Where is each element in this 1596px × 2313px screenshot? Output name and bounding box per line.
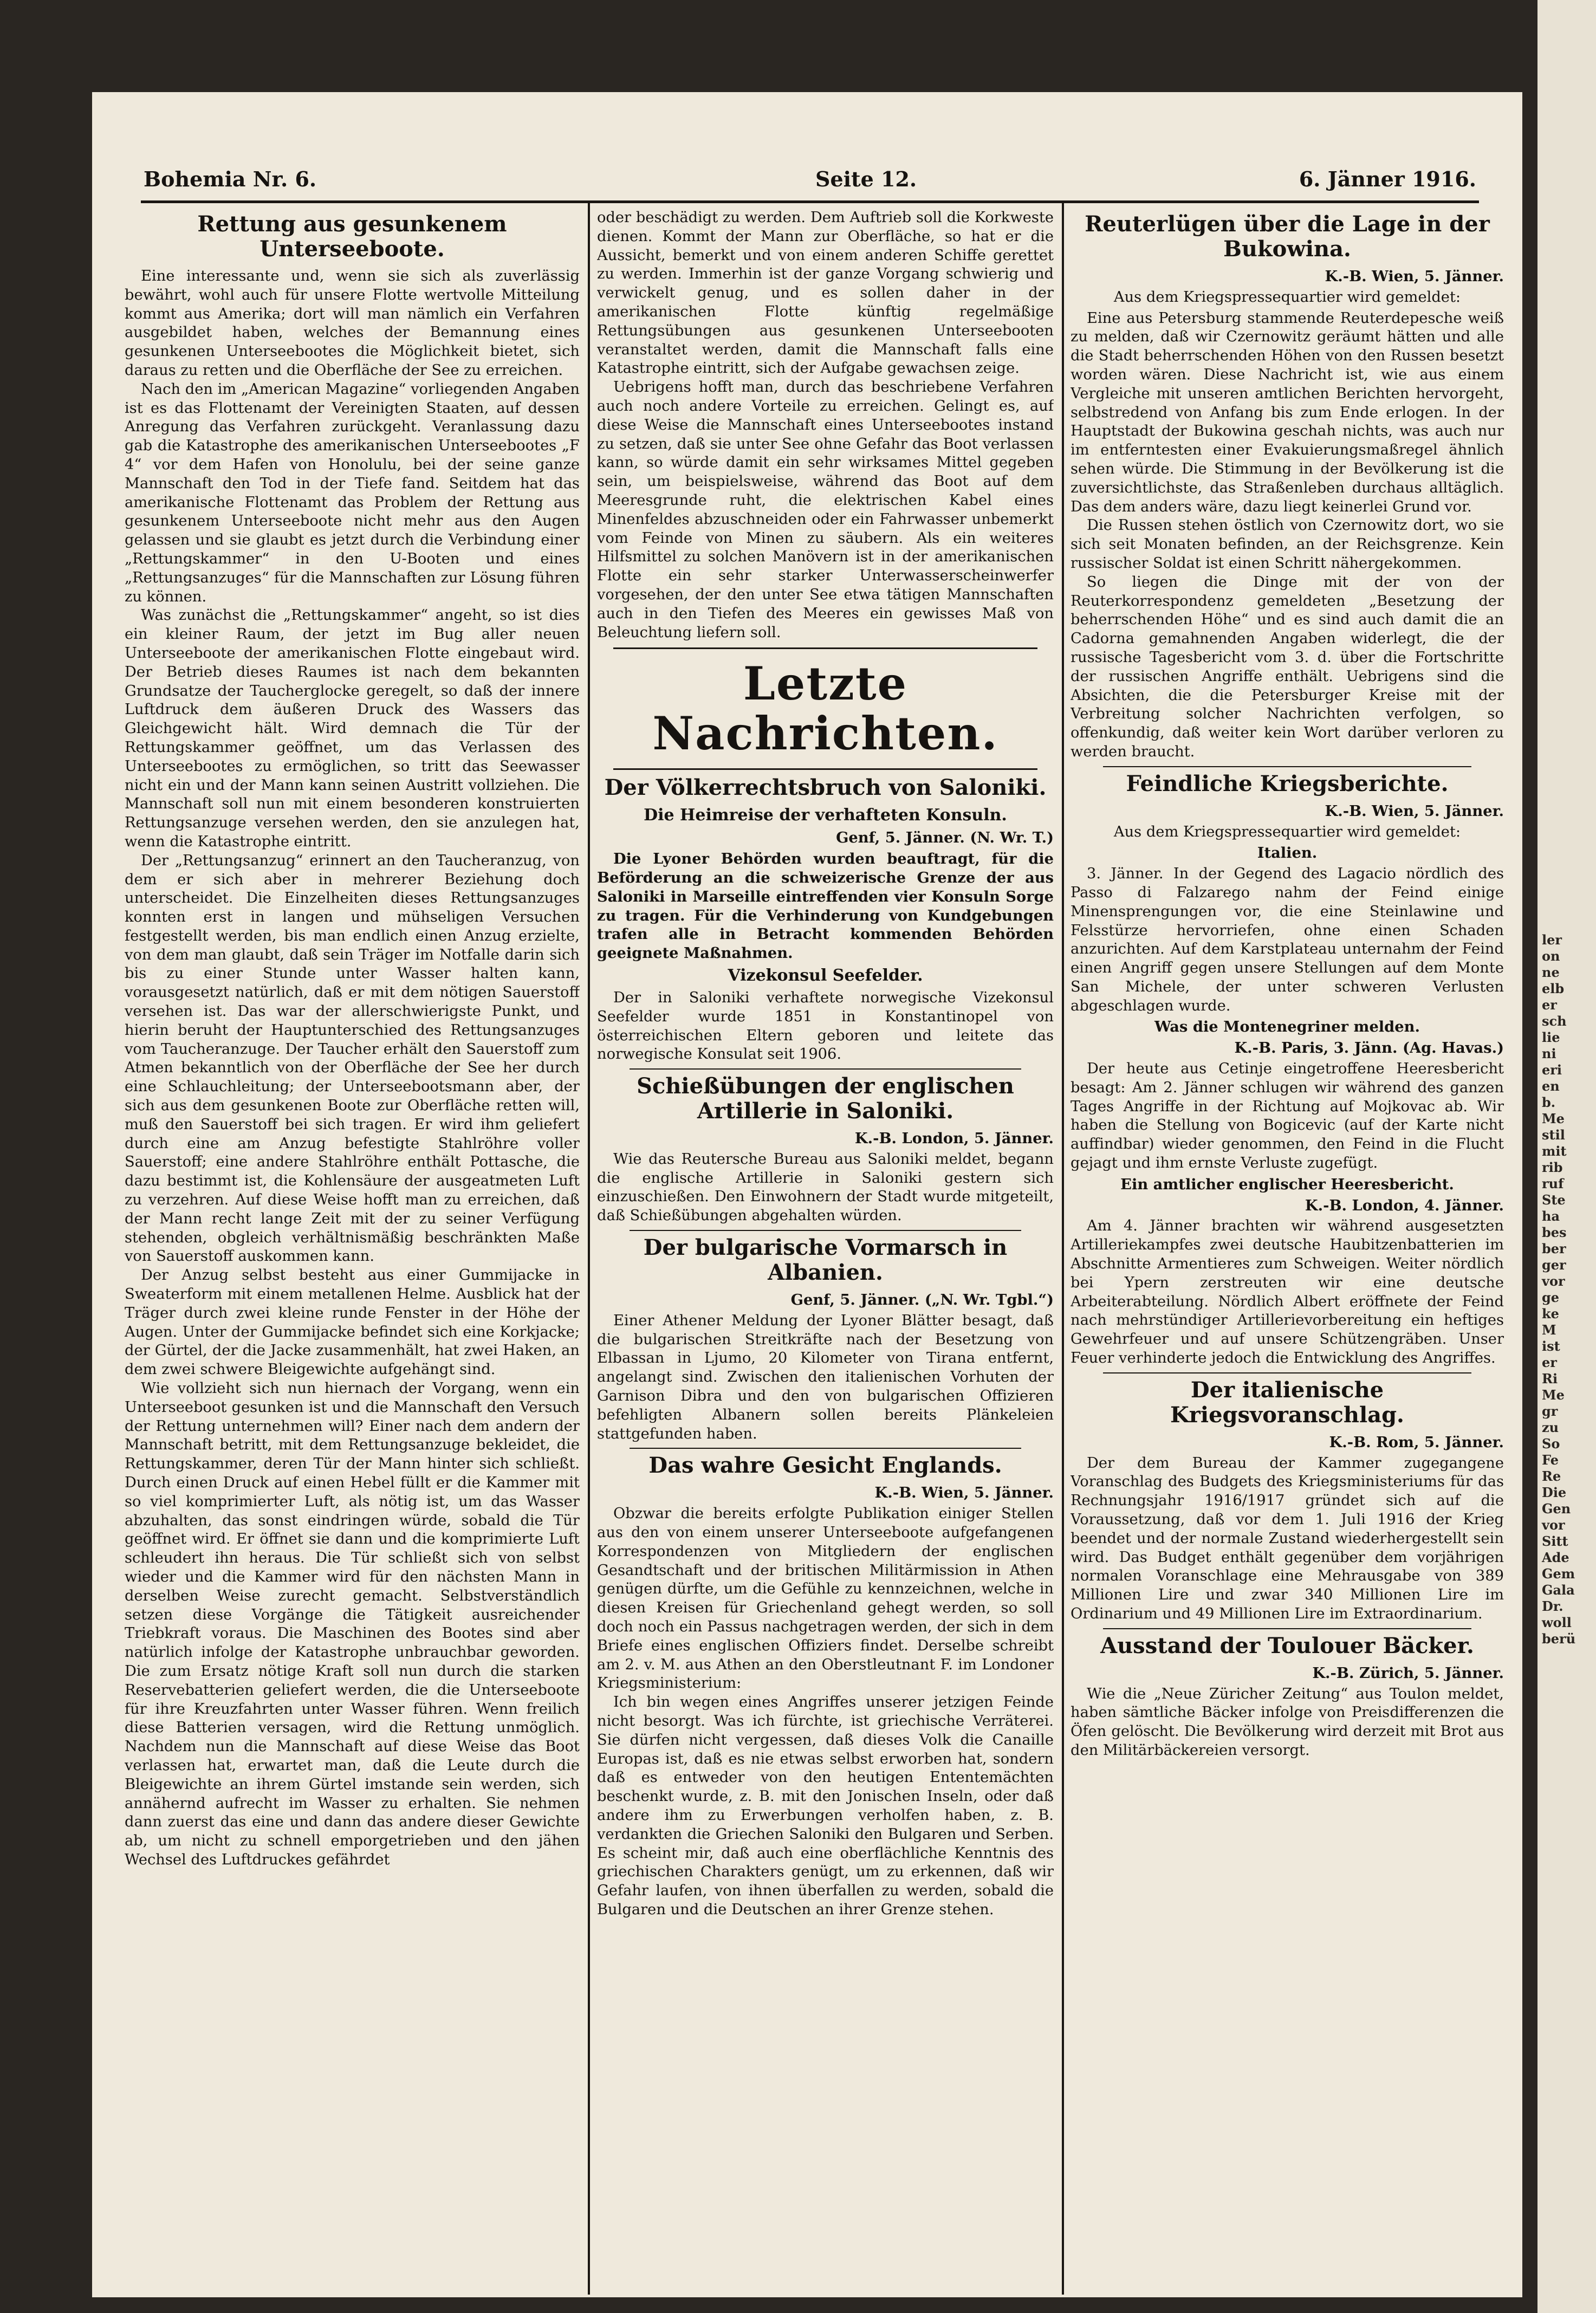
article-paragraph: Die Russen stehen östlich von Czernowitz dort, wo sie sich seit Monaten befinden, an der Reichsgrenze. Kein russischer Soldat ist einen Schritt nähergekommen. [1071,517,1504,572]
article-continuation: oder beschädigt zu werden. Dem Auftrieb soll die Korkweste dienen. Kommt der Mann zur Oberfläche, so hat er die Aussicht, bemerkt und von einem anderen Schiffe gerettet zu werden. Immerhin ist der ganze Vorgang schwierig und verwickelt genug, und es sollen daher in der amerikanischen Flotte künftig regelmäßige Rettungsübungen aus gesunkenen Unterseebooten veranstaltet werden, damit die Mannschaft falls eine Katastrophe eintritt, sich der Aufgabe gewachsen zeige. [597,209,1054,377]
edge-fragment: Me [1542,1111,1565,1126]
header-rule [141,200,1479,203]
article-paragraph: So liegen die Dinge mit der von der Reuterkorrespondenz gemeldeten „Besetzung der beherrschenden Höhe“ und es sind auch damit die an Cadorna gemahnenden Angaben widerlegt, die der russische Tagesbericht vom 3. d. über die Fortschritte der russischen Angriffe enthält. Uebrigens sind die Absichten, die die Petersburger Kreise mit der Verbreitung solcher Nachrichten verfolgen, so offenkundig, daß weiter kein Wort darüber verloren zu werden braucht. [1071,573,1504,760]
edge-fragment: Ade [1542,1550,1569,1565]
edge-fragment: berü [1542,1631,1576,1647]
edge-fragment: b. [1542,1094,1556,1110]
section-rule [1103,1372,1471,1373]
headline-schiessuebungen: Schießübungen der englischen Artillerie in Saloniki. [637,1073,1014,1124]
edge-fragment: woll [1542,1615,1572,1630]
edge-fragment: ke [1542,1306,1559,1321]
edge-fragment: er [1542,1355,1557,1370]
dateline: K.-B. London, 5. Jänner. [854,1130,1054,1148]
edge-fragment: ger [1542,1257,1566,1273]
subheading-italien: Italien. [1257,844,1318,862]
dateline: K.-B. Paris, 3. Jänn. (Ag. Havas.) [1234,1039,1504,1057]
edge-fragment: elb [1542,981,1565,996]
edge-fragment: Dr. [1542,1598,1563,1614]
headline-englands: Das wahre Gesicht Englands. [648,1453,1002,1479]
column-divider-2 [1062,203,1064,2295]
edge-fragment: sch [1542,1013,1567,1029]
edge-fragment: M [1542,1322,1556,1338]
subheading-englischer-bericht: Ein amtlicher englischer Heeresbericht. [1120,1175,1454,1193]
column-2 [597,209,1054,2278]
edge-fragment: Me [1542,1387,1565,1403]
edge-fragment: en [1542,1078,1560,1094]
edge-fragment: on [1542,948,1560,964]
header-date: 6. Jänner 1916. [1299,167,1476,191]
edge-fragment: ni [1542,1046,1556,1061]
headline-saloniki: Der Völkerrechtsbruch von Saloniki. [604,775,1047,801]
column-divider-1 [588,203,590,2295]
edge-fragment: ruf [1542,1176,1564,1191]
article-paragraph: 3. Jänner. In der Gegend des Lagacio nördlich des Passo di Falzarego nahm der Feind einige Minensprengungen vor, die eine Steinlawine und Felsstürze hervorriefen, ohne einen Schaden anzurichten. Auf dem Karstplateau unternahm der Feind einen Angriff gegen unsere Stellungen auf dem Monte San Michele, der unter schweren Verlusten abgeschlagen wurde. [1071,865,1504,1014]
edge-fragment: gr [1542,1403,1558,1419]
page-header [144,167,1476,199]
headline-kriegsvoranschlag: Der italienische Kriegsvoranschlag. [1170,1377,1404,1428]
headline-albanien: Der bulgarische Vormarsch in Albanien. [643,1235,1008,1286]
dateline: Genf, 5. Jänner. („N. Wr. Tgbl.“) [790,1291,1054,1309]
edge-fragment: ler [1542,932,1562,948]
edge-fragment: Ste [1542,1192,1566,1208]
subheading-montenegriner: Was die Montenegriner melden. [1154,1018,1420,1036]
article-paragraph: Wie vollzieht sich nun hiernach der Vorgang, wenn ein Unterseeboot gesunken ist und die Mannschaft den Versuch der Rettung unternehmen will? Einer nach dem andern der Mannschaft betritt, mit dem Rettungsanzuge bekleidet, die Rettungskammer, deren Tür der Mann hinter sich schließt. Durch einen Druck auf einen Hebel füllt er die Kammer mit so viel komprimierter Luft, als nötig ist, um das Wasser abzuhalten, das sonst eindringen würde, sobald die Tür geöffnet wird. Er öffnet sie dann und die komprimierte Luft schleudert ihn heraus. Die Tür schließt sich von selbst wieder und die Kammer wird für den nächsten Mann in derselben Weise zurecht gemacht. Selbstverständlich setzen diese Vorgänge die Tätigkeit ausreichender Triebkraft voraus. Die Maschinen des Bootes sind aber natürlich infolge der Katastrophe unbrauchbar geworden. Die zum Ersatz nötige Kraft soll nun durch die starken Reservebatterien geliefert werden, die die Unterseeboote für ihre Kreuzfahrten unter Wasser führen. Wenn freilich diese Batterien versagen, wird die Rettung unmöglich. Nachdem nun die Mannschaft auf diese Weise das Boot verlassen hat, erwartet man, daß die Leute durch die Bleigewichte an ihrem Gürtel imstande sein werden, sich annähernd aufrecht im Wasser zu erhalten. Sie nehmen dann zuerst das eine und dann das andere dieser Gewichte ab, um nicht zu schnell emporgetrieben und den jähen Wechsel des Luftdruckes gefährdet [125,1380,580,1868]
dateline: K.-B. Wien, 5. Jänner. [874,1484,1054,1502]
article-paragraph: Eine interessante und, wenn sie sich als zuverlässig bewährt, wohl auch für unsere Flotte wertvolle Mitteilung kommt aus Amerika; dort will man nämlich ein Verfahren ausgebildet haben, welches der Bemannung eines gesunkenen Unterseebootes die Möglichkeit bietet, sich daraus zu retten und die Oberfläche der See zu erreichen. [125,268,580,379]
headline-seefelder: Vizekonsul Seefelder. [728,966,923,985]
column-3 [1071,209,1504,2278]
edge-fragment: Re [1542,1468,1561,1484]
section-rule [1103,1628,1471,1629]
edge-fragment: ha [1542,1208,1560,1224]
article-paragraph: Wie die „Neue Züricher Zeitung“ aus Toulon meldet, haben sämtliche Bäcker infolge von Preisdifferenzen die Öfen gelöscht. Die Bevölkerung wird derzeit mit Brot aus den Militärbäckereien versorgt. [1071,1685,1504,1759]
article-paragraph: Einer Athener Meldung der Lyoner Blätter besagt, daß die bulgarischen Streitkräfte nach der Besetzung von Elbassan in Ljumo, 20 Kilometer von Tirana entfernt, angelangt sind. Zwischen den italienischen Vorhuten der Garnison Dibra und den von bulgarischen Offizieren befehligten Albanern sollen bereits Plänkeleien stattgefunden haben. [597,1312,1054,1442]
source-line: Aus dem Kriegspressequartier wird gemeldet: [1113,823,1461,840]
article-paragraph: Eine aus Petersburg stammende Reuterdepesche weiß zu melden, daß wir Czernowitz geräumt hätten und alle die Stadt beherrschenden Höhen von den Russen besetzt worden wären. Diese Nachricht ist, wie aus einem Vergleiche mit unseren amtlichen Berichten hervorgeht, selbstredend von Anfang bis zum Ende erlogen. In der Hauptstadt der Bukowina geschah nichts, was auch nur im entferntesten einer Evakuierungsmaßregel ähnlich sehen würde. Die Stimmung in der Bevölkerung ist die zuversichtlichste, das Straßenleben durchaus alltäglich. Das dem anders wäre, dazu liegt keinerlei Grund vor. [1071,309,1504,515]
edge-fragment: Gem [1542,1566,1575,1582]
edge-fragment: eri [1542,1062,1562,1078]
section-rule [613,647,1037,649]
edge-fragment: bes [1542,1224,1567,1240]
edge-fragment: stil [1542,1127,1565,1143]
edge-fragment: er [1542,997,1557,1013]
section-rule [630,1448,1021,1449]
edge-fragment: Gala [1542,1582,1575,1598]
article-continuation: Uebrigens hofft man, durch das beschriebene Verfahren auch noch andere Vorteile zu erreichen. Gelingt es, auf diese Weise die Mannschaft eines Unterseebootes instand zu setzen, daß sie unter See ohne Gefahr das Boot verlassen kann, so würde damit ein sehr wirksames Mittel gegeben sein, um beispielsweise, während das Boot auf dem Meeresgrunde ruht, die elektrischen Kabel eines Minenfeldes abzuschneiden oder ein Fahrwasser unbemerkt vom Feinde von Minen zu säubern. Als ein weiteres Hilfsmittel zu solchen Manövern ist in der amerikanischen Flotte ein sehr starker Unterwasserscheinwerfer vorgesehen, der den unter See etwa tätigen Mannschaften auch in den Tiefen des Meeres ein gewisses Maß von Beleuchtung liefern soll. [597,379,1054,641]
banner-letzte-nachrichten: Letzte Nachrichten. [652,657,998,761]
dateline: K.-B. Zürich, 5. Jänner. [1312,1664,1504,1682]
adjacent-page-edge [1537,0,1596,2313]
article-paragraph: Ich bin wegen eines Angriffes unserer jetzigen Feinde nicht besorgt. Was ich fürchte, ist griechische Verräterei. Sie dürfen nicht vergessen, daß dieses Volk die Canaille Europas ist, daß es nie etwas selbst erworben hat, sondern daß es entweder von den heutigen Ententemächten beschenkt wurde, z. B. mit den Jonischen Inseln, oder daß andere ihm zu Erwerbungen verholfen haben, z. B. verdankten die Griechen Saloniki den Bulgaren und Serben. Es scheint mir, daß auch eine oberflächliche Kenntnis des griechischen Charakters genügt, um zu erkennen, daß wir Gefahr laufen, von ihnen überfallen zu werden, sobald die Bulgaren und die Deutschen an ihrer Grenze stehen. [597,1694,1054,1918]
dateline: K.-B. Rom, 5. Jänner. [1329,1433,1504,1451]
section-rule [613,768,1037,770]
column-1 [125,209,580,2278]
source-line: Aus dem Kriegspressequartier wird gemeldet: [1113,288,1461,306]
dateline: Genf, 5. Jänner. (N. Wr. T.) [836,829,1054,847]
article-paragraph: Obzwar die bereits erfolgte Publikation einiger Stellen aus den von einem unserer Unterseeboote aufgefangenen Korrespondenzen von Mitgliedern der englischen Gesandtschaft und der britischen Militärmission in Athen genügen dürfte, um die Gefühle zu kennzeichnen, welche in diesen Kreisen für Griechenland gehegt werden, so soll doch noch ein Passus nachgetragen werden, der sich in dem Briefe eines englischen Offiziers findet. Derselbe schreibt am 2. v. M. aus Athen an den Oberstleutnant F. im Londoner Kriegsministerium: [597,1505,1054,1692]
edge-fragment: So [1542,1436,1560,1452]
dateline: K.-B. Wien, 5. Jänner. [1325,802,1504,820]
edge-fragment: zu [1542,1420,1559,1435]
article-paragraph: Der „Rettungsanzug“ erinnert an den Taucheranzug, von dem er sich aber in mehrerer Beziehung doch unterscheidet. Die Einzelheiten dieses Rettungsanzuges konnten erst in langen und mühseligen Versuchen festgestellt werden, bis man endlich einen Anzug erzielte, von dem man glaubt, daß sein Träger im Notfalle darin sich bis zu einer Stunde unter Wasser halten kann, vorausgesetzt natürlich, daß er mit dem nötigen Sauerstoff versehen ist. Das war der allerschwierigste Punkt, und hierin beruht der Hauptunterschied des Rettungsanzuges vom Taucheranzuge. Der Taucher erhält den Sauerstoff zum Atmen bekanntlich von der Oberfläche der See her durch eine Schlauchleitung; der Unterseebootsmann aber, der sich aus dem gesunkenen Boote zur Oberfläche retten will, muß den Sauerstoff bei sich tragen. Er wird ihm geliefert durch eine am Anzug befestigte Stahlröhre voller Sauerstoff; eine andere Stahlröhre enthält Pottasche, die dazu bestimmt ist, die Kohlensäure der ausgeatmeten Luft zu verzehren. Auf diese Weise hofft man zu erreichen, daß der Mann recht lange Zeit mit der zu seiner Verfügung stehenden, obgleich verhältnismäßig beschränkten Maße von Sauerstoff auskommen kann. [125,852,580,1265]
article-paragraph: Die Lyoner Behörden wurden beauftragt, für die Beförderung an die schweizerische Grenze der aus Saloniki in Marseille eintreffenden vier Konsuln Sorge zu tragen. Für die Verhinderung von Kundgebungen trafen alle in Betracht kommenden Behörden geeignete Maßnahmen. [597,850,1054,962]
article-paragraph: Was zunächst die „Rettungskammer“ angeht, so ist dies ein kleiner Raum, der jetzt im Bug aller neuen Unterseeboote der amerikanischen Flotte eingebaut wird. Der Betrieb dieses Raumes ist nach dem bekannten Grundsatze der Taucherglocke geregelt, so daß der innere Luftdruck dem äußeren Druck des Wassers das Gleichgewicht hält. Wird demnach die Tür der Rettungskammer geöffnet, um das Verlassen des Unterseebootes zu ermöglichen, so tritt das Seewasser nicht ein und der Mann kann seinen Austritt vollziehen. Die Mannschaft soll nun mit einem besonderen konstruierten Rettungsanzuge versehen werden, den sie anzulegen hat, wenn die Katastrophe eintritt. [125,607,580,850]
edge-fragment: rib [1542,1159,1563,1175]
edge-fragment: lie [1542,1029,1560,1045]
headline-kriegsberichte: Feindliche Kriegsberichte. [1126,770,1449,796]
section-rule [630,1068,1021,1070]
subheadline-konsuln: Die Heimreise der verhafteten Konsuln. [644,806,1007,825]
edge-fragment: ber [1542,1241,1566,1256]
article-paragraph: Nach den im „American Magazine“ vorliegenden Angaben ist es das Flottenamt der Vereinigten Staaten, auf dessen Anregung das Verfahren zurückgeht. Veranlassung dazu gab die Katastrophe des amerikanischen Unterseebootes „F 4“ vor dem Hafen von Honolulu, bei der seine ganze Mannschaft den Tod in der Tiefe fand. Seitdem hat das amerikanische Flottenamt das Problem der Rettung aus gesunkenem Unterseeboote nicht mehr aus den Augen gelassen und sie glaubt es jetzt durch die Verbindung einer „Rettungskammer“ in den U-Booten und eines „Rettungsanzuges“ für die Mannschaften zur Lösung führen zu können. [125,380,580,605]
edge-fragment: Die [1542,1485,1567,1500]
headline-baecker: Ausstand der Toulouer Bäcker. [1100,1632,1474,1658]
edge-fragment: vor [1542,1273,1565,1289]
edge-fragment: ge [1542,1290,1560,1305]
article-paragraph: Der in Saloniki verhaftete norwegische Vizekonsul Seefelder wurde 1851 in Konstantinopel von österreichischen Eltern geboren und leitete das norwegische Konsulat seit 1906. [597,989,1054,1063]
edge-fragment: ne [1542,964,1560,980]
edge-fragment: vor [1542,1517,1565,1533]
article-paragraph: Der Anzug selbst besteht aus einer Gummijacke in Sweaterform mit einem metallenen Helme. Ausblick hat der Träger durch zwei kleine runde Fenster in der Höhe der Augen. Unter der Gummijacke befindet sich eine Korkjacke; der Gürtel, der die Jacke zusammenhält, hat zwei Haken, an dem zwei schwere Bleigewichte aufgehängt sind. [125,1267,580,1378]
headline-rettung: Rettung aus gesunkenem Unterseeboote. [197,211,507,262]
article-paragraph: Wie das Reutersche Bureau aus Saloniki meldet, begann die englische Artillerie in Saloniki gestern sich einzuschießen. Den Einwohnern der Stadt wurde mitgeteilt, daß Schießübungen abgehalten würden. [597,1150,1054,1224]
dateline: K.-B. Wien, 5. Jänner. [1325,268,1504,285]
headline-reuterluegen: Reuterlügen über die Lage in der Bukowina. [1085,211,1490,262]
edge-fragment: Fe [1542,1452,1559,1468]
edge-fragment: mit [1542,1143,1567,1159]
edge-fragment: Ri [1542,1371,1558,1386]
article-paragraph: Am 4. Jänner brachten wir während ausgesetzten Artilleriekampfes zwei deutsche Haubitzenbatterien im Abschnitte Armentieres zum Schweigen. Weiter nördlich bei Ypern zerstreuten wir eine deutsche Arbeiterabteilung. Nördlich Albert eröffnete der Feind nach mehrstündiger Artillerievorbereitung ein heftiges Gewehrfeuer und auf unsere Schützengräben. Unser Feuer verhinderte jedoch die Entwicklung des Angriffes. [1071,1217,1504,1367]
edge-fragment: ist [1542,1338,1560,1354]
header-issue: Bohemia Nr. 6. [144,167,317,191]
header-page-number: Seite 12. [815,167,917,191]
section-rule [630,1230,1021,1231]
edge-fragment: Gen [1542,1501,1571,1517]
dateline: K.-B. London, 4. Jänner. [1305,1196,1504,1214]
article-paragraph: Der heute aus Cetinje eingetroffene Heeresbericht besagt: Am 2. Jänner schlugen wir während des ganzen Tages Angriffe in der Richtung auf Mojkovac ab. Wir haben die Stellung von Bogicevic (auf der Karte nicht auffindbar) wieder genommen, den Feind in die Flucht gejagt und ihm ernste Verluste zugefügt. [1071,1060,1504,1172]
section-rule [1103,766,1471,767]
newspaper-page [92,92,1522,2297]
article-paragraph: Der dem Bureau der Kammer zugegangene Voranschlag des Budgets des Kriegsministeriums für das Rechnungsjahr 1916/1917 gründet sich auf die Voraussetzung, daß vor dem 1. Juli 1916 der Krieg beendet und der normale Zustand wiederhergestellt sein wird. Das Budget enthält gegenüber dem vorjährigen normalen Voranschlage eine Mehrausgabe von 389 Millionen Lire und zwar 340 Millionen Lire im Ordinarium und 49 Millionen Lire im Extraordinarium. [1071,1454,1504,1622]
edge-fragment: Sitt [1542,1533,1568,1549]
